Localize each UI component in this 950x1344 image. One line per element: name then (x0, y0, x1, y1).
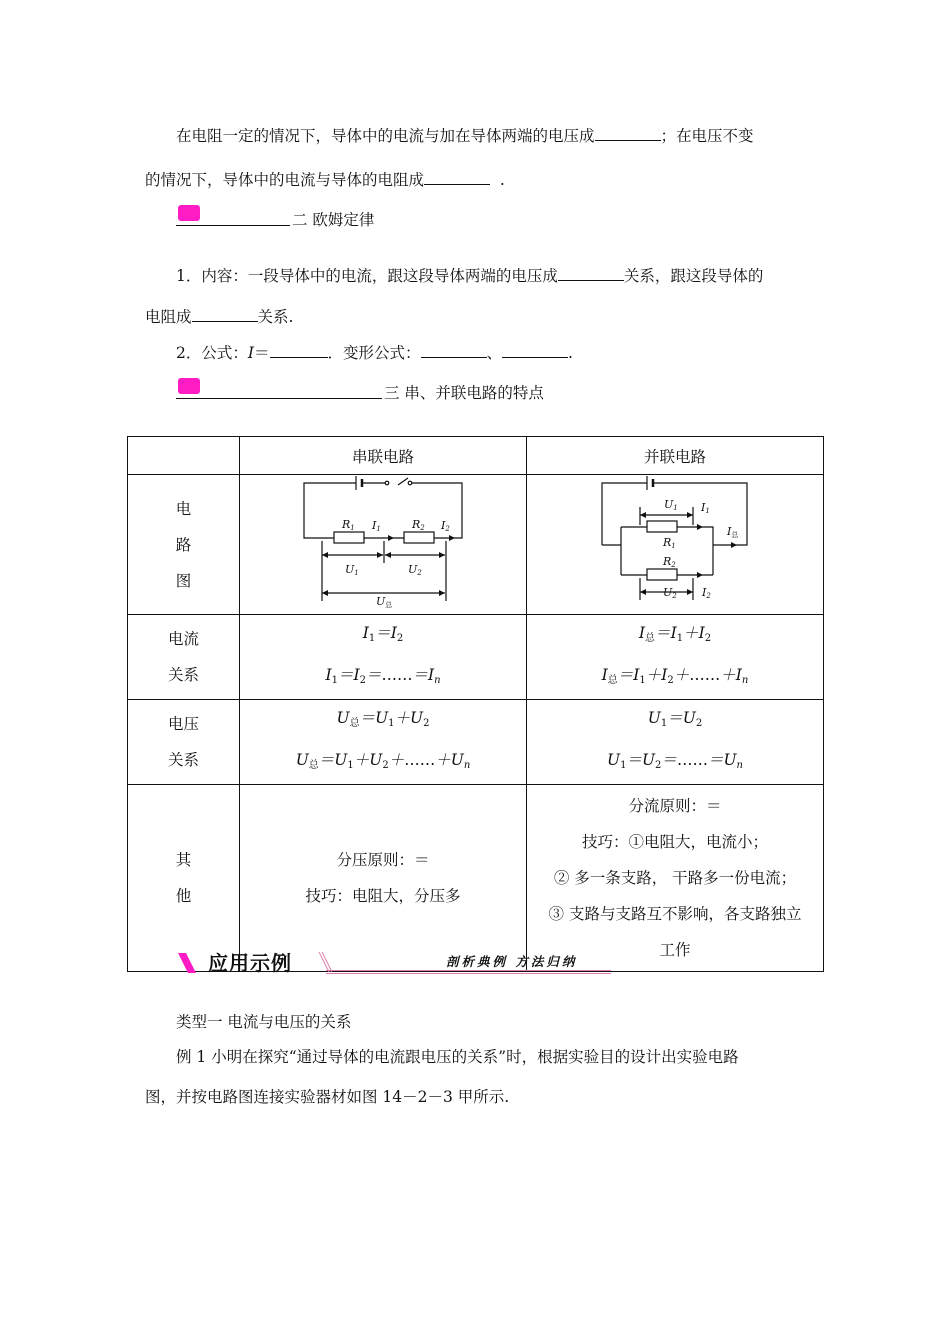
banner-underline (326, 970, 611, 971)
label-u1: U1 (345, 563, 359, 577)
answer-blank[interactable] (192, 307, 258, 322)
ohm-item-1: 1．内容：一段导体中的电流，跟这段导体两端的电压成 关系，跟这段导体的 (176, 267, 764, 285)
section-underline (176, 225, 290, 226)
example-1-line-2: 图，并按电路图连接实验器材如图 14－2－3 甲所示. (145, 1088, 510, 1106)
formula: $U_总=U_1+U_2+\dots\dots+U_n$ (295, 751, 471, 771)
label-r2: R2 (412, 518, 425, 532)
label-u2: U2 (408, 563, 422, 577)
ohm-item-1-cont: 电阻成 关系. (145, 308, 294, 326)
label-r1: R1 (663, 536, 676, 550)
section-marker-icon (178, 205, 200, 221)
label-i1: I1 (372, 519, 381, 533)
formula: $I_总=I_1+I_2$ (638, 624, 712, 644)
answer-blank[interactable] (595, 126, 661, 141)
banner-slash-icon (176, 951, 198, 975)
label-i-total: I总 (727, 525, 739, 539)
label-u1: U1 (664, 498, 678, 512)
row-label-other: 其 他 (128, 785, 240, 972)
series-voltage-relation (240, 700, 527, 785)
circuit-comparison-table (127, 436, 824, 972)
formula: $I_总=I_1+I_2+\dots\dots+I_n$ (601, 666, 749, 686)
ohm-item-2: 2．公式：I＝ ．变形公式： 、 . (176, 344, 573, 362)
banner-subtitle: 剖析典例 方法归纳 (446, 954, 578, 969)
intro-line-1: 在电阻一定的情况下，导体中的电流与加在导体两端的电压成 ；在电压不变 (176, 127, 754, 145)
section-2-title: 二 欧姆定律 (292, 211, 375, 229)
header-series: 串联电路 (240, 437, 527, 475)
answer-blank[interactable] (502, 343, 568, 358)
parallel-circuit-diagram (527, 475, 823, 610)
parallel-other-cell: 分流原则：＝ 技巧：①电阻大，电流小； ② 多一条支路， 干路多一份电流； ③ 支路与支路互不影响，各支路独立 工作 (527, 785, 824, 972)
series-current-relation (240, 615, 527, 700)
answer-blank[interactable] (270, 343, 328, 358)
row-label-current: 电流 关系 (128, 615, 240, 700)
example-type-1: 类型一 电流与电压的关系 (176, 1013, 352, 1031)
label-i1: I1 (701, 501, 710, 515)
label-u2: U2 (663, 586, 677, 600)
formula: $U_1=U_2$ (647, 709, 703, 729)
label-u-total: U总 (376, 595, 393, 609)
formula: $U_1=U_2=\dots\dots=U_n$ (607, 751, 743, 771)
header-parallel: 并联电路 (527, 437, 824, 475)
parallel-voltage-relation (527, 700, 824, 785)
formula: $U_总=U_1+U_2$ (336, 709, 430, 729)
parallel-circuit-cell (527, 475, 824, 615)
section-marker-icon (178, 378, 200, 394)
series-circuit-diagram (240, 475, 526, 610)
example-1-line-1: 例 1 小明在探究“通过导体的电流跟电压的关系”时，根据实验目的设计出实验电路 (176, 1048, 739, 1066)
parallel-current-relation (527, 615, 824, 700)
answer-blank[interactable] (421, 343, 487, 358)
formula: $I_1=I_2$ (362, 624, 404, 644)
series-other-cell: 分压原则：＝ 技巧：电阻大，分压多 (240, 785, 527, 972)
label-r2: R2 (663, 555, 676, 569)
series-circuit-cell (240, 475, 527, 615)
application-examples-banner (176, 948, 596, 978)
section-3-title: 三 串、并联电路的特点 (384, 384, 544, 402)
row-label-voltage: 电压 关系 (128, 700, 240, 785)
answer-blank[interactable] (424, 170, 490, 185)
label-i2: I2 (702, 586, 711, 600)
intro-line-2: 的情况下，导体中的电流与导体的电阻成 . (145, 171, 505, 189)
banner-underline (326, 973, 611, 974)
table-corner (128, 437, 240, 475)
banner-title: 应用示例 (208, 951, 292, 975)
formula: $I_1=I_2=\dots\dots=I_n$ (325, 666, 441, 686)
answer-blank[interactable] (558, 266, 624, 281)
row-label-circuit: 电 路 图 (128, 475, 240, 615)
section-underline (176, 398, 382, 399)
label-r1: R1 (342, 518, 355, 532)
label-i2: I2 (441, 519, 450, 533)
